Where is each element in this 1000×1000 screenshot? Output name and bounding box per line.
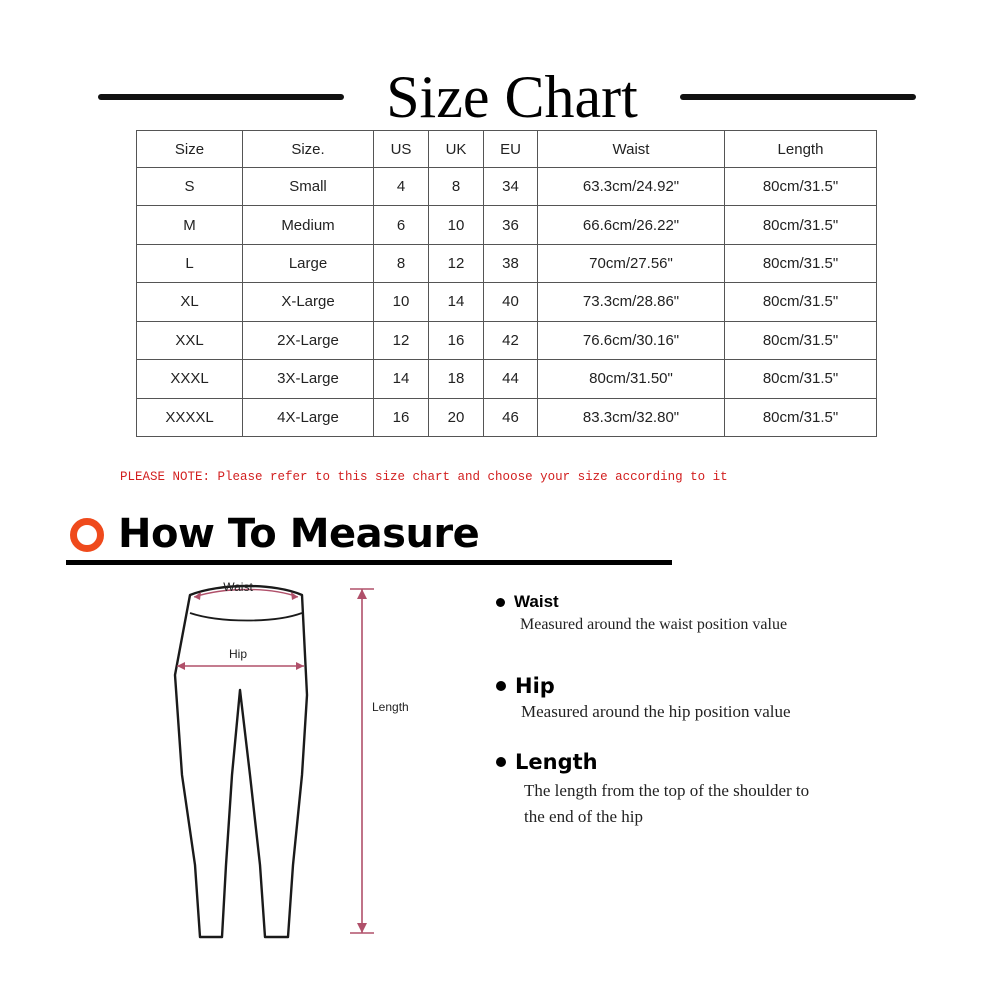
bullet-icon	[496, 681, 506, 691]
table-cell: 18	[429, 360, 484, 398]
table-cell: 14	[374, 360, 429, 398]
measure-item-waist	[496, 592, 787, 634]
table-cell: 36	[484, 206, 538, 244]
ring-icon	[70, 518, 104, 552]
bullet-icon	[496, 598, 505, 607]
table-row	[137, 283, 877, 321]
table-cell: 80cm/31.50"	[538, 360, 725, 398]
bullet-icon	[496, 757, 506, 767]
table-cell: 80cm/31.5"	[725, 168, 877, 206]
column-header: Waist	[538, 131, 725, 168]
table-cell: XXXL	[137, 360, 243, 398]
table-row	[137, 168, 877, 206]
column-header: UK	[429, 131, 484, 168]
size-chart-header	[0, 62, 1000, 132]
table-cell: 2X-Large	[243, 321, 374, 359]
measure-item-heading: Hip	[515, 674, 555, 698]
table-cell: Medium	[243, 206, 374, 244]
table-cell: M	[137, 206, 243, 244]
how-to-measure-header	[66, 508, 676, 568]
measure-item-hip	[496, 674, 791, 722]
measure-item-text: Measured around the hip position value	[521, 702, 791, 721]
table-cell: 63.3cm/24.92"	[538, 168, 725, 206]
table-row	[137, 244, 877, 282]
table-cell: 4X-Large	[243, 398, 374, 436]
table-cell: 10	[429, 206, 484, 244]
table-cell: 83.3cm/32.80"	[538, 398, 725, 436]
table-cell: 16	[374, 398, 429, 436]
table-cell: 66.6cm/26.22"	[538, 206, 725, 244]
table-row	[137, 398, 877, 436]
measure-item-text: Measured around the waist position value	[520, 616, 788, 633]
table-row	[137, 206, 877, 244]
how-to-measure-title: How To Measure	[118, 511, 480, 557]
table-cell: XXXXL	[137, 398, 243, 436]
title-rule-right	[680, 94, 916, 100]
table-cell: 6	[374, 206, 429, 244]
column-header: EU	[484, 131, 538, 168]
table-cell: 80cm/31.5"	[725, 244, 877, 282]
how-to-measure-rule	[66, 560, 672, 565]
table-cell: 20	[429, 398, 484, 436]
table-cell: 8	[429, 168, 484, 206]
table-cell: 3X-Large	[243, 360, 374, 398]
table-cell: 44	[484, 360, 538, 398]
column-header: Length	[725, 131, 877, 168]
table-cell: S	[137, 168, 243, 206]
table-cell: 10	[374, 283, 429, 321]
pants-diagram	[160, 575, 440, 945]
table-cell: 76.6cm/30.16"	[538, 321, 725, 359]
table-cell: 40	[484, 283, 538, 321]
table-cell: 4	[374, 168, 429, 206]
table-cell: 80cm/31.5"	[725, 206, 877, 244]
table-cell: 12	[429, 244, 484, 282]
table-cell: 73.3cm/28.86"	[538, 283, 725, 321]
table-cell: 16	[429, 321, 484, 359]
table-cell: 80cm/31.5"	[725, 283, 877, 321]
table-cell: 12	[374, 321, 429, 359]
table-cell: 42	[484, 321, 538, 359]
table-cell: 14	[429, 283, 484, 321]
column-header: Size.	[243, 131, 374, 168]
table-cell: 70cm/27.56"	[538, 244, 725, 282]
table-cell: XXL	[137, 321, 243, 359]
size-table	[136, 130, 877, 437]
measure-item-length	[496, 750, 809, 830]
measure-item-heading: Waist	[514, 592, 559, 611]
table-cell: L	[137, 244, 243, 282]
title-rule-left	[98, 94, 344, 100]
table-cell: 34	[484, 168, 538, 206]
table-row	[137, 321, 877, 359]
table-cell: XL	[137, 283, 243, 321]
table-body	[137, 168, 877, 437]
table-cell: 80cm/31.5"	[725, 360, 877, 398]
table-cell: Large	[243, 244, 374, 282]
size-note: PLEASE NOTE: Please refer to this size chart and choose your size according to it	[120, 470, 728, 484]
table-row	[137, 360, 877, 398]
table-cell: 80cm/31.5"	[725, 321, 877, 359]
table-cell: Small	[243, 168, 374, 206]
column-header: US	[374, 131, 429, 168]
length-label: Length	[372, 700, 409, 714]
table-cell: 38	[484, 244, 538, 282]
column-header: Size	[137, 131, 243, 168]
waist-label: Waist	[223, 580, 253, 594]
measure-item-heading: Length	[515, 750, 598, 774]
measure-item-text: the end of the hip	[524, 807, 643, 826]
table-cell: 80cm/31.5"	[725, 398, 877, 436]
table-cell: 8	[374, 244, 429, 282]
pants-outline	[175, 586, 307, 937]
hip-label: Hip	[228, 647, 248, 661]
table-cell: 46	[484, 398, 538, 436]
table-header-row	[137, 131, 877, 168]
page-title: Size Chart	[386, 64, 638, 130]
table-cell: X-Large	[243, 283, 374, 321]
waistband-line	[190, 613, 302, 621]
measure-item-text: The length from the top of the shoulder to	[524, 781, 810, 800]
